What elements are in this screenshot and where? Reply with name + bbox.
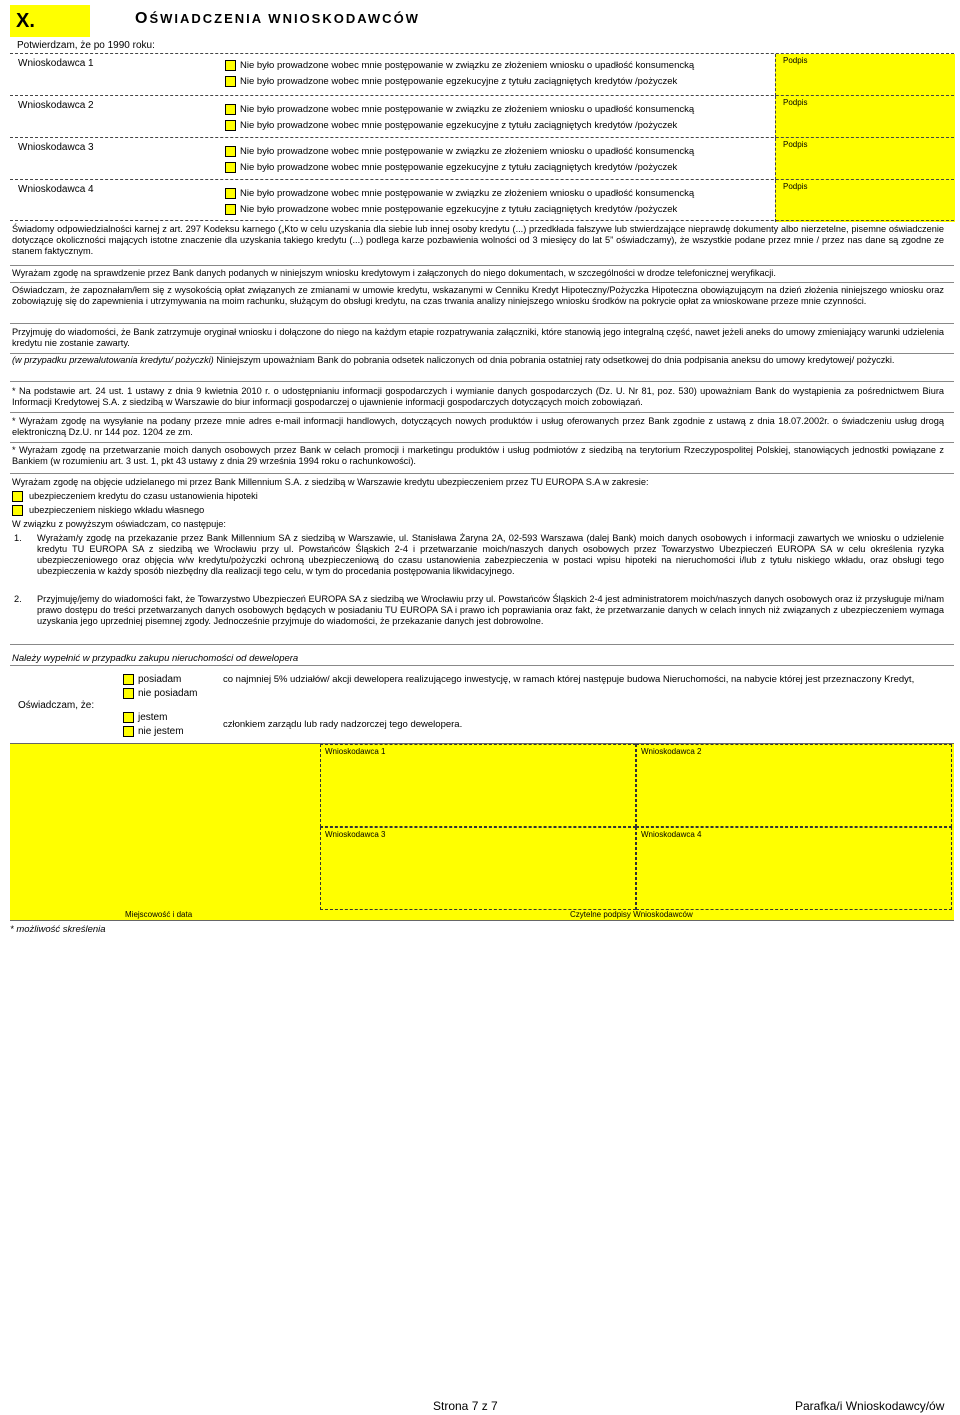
applicant-name: Wnioskodawca 1 [18, 58, 94, 69]
checkbox[interactable] [123, 688, 134, 699]
checkbox[interactable] [12, 491, 23, 502]
signature-box-label: Wnioskodawca 2 [641, 747, 702, 756]
signature-box-label: Wnioskodawca 3 [325, 830, 386, 839]
section-header [10, 5, 954, 37]
place-date-label: Miejscowość i data [125, 910, 193, 919]
section-number: X. [10, 5, 90, 37]
checkbox[interactable] [225, 60, 236, 71]
option-label: posiadam [138, 674, 182, 686]
divider [10, 265, 954, 266]
fees-paragraph: Oświadczam, że zapoznałam/łem się z wysokością opłat związanych ze zmianami w umowie kredytu, wskazanymi w Cenniku Kredyt Hipoteczny/Pożyczka Hipoteczna obowiązującym na dzień złożenia niniejszego wniosku oraz zobowiązuję się do zapewnienia i utrzymywania na moim rachunku, służącym do obsługi kredytu, na czas trwania analizy niniejszego wniosku środków na pokrycie opłat za wnioskowane przeze mnie czynności. [12, 285, 944, 306]
conversion-note: (w przypadku przewalutowania kredytu/ pożyczki) [12, 355, 214, 365]
divider [10, 412, 954, 413]
signature-box-4[interactable] [636, 827, 952, 910]
option-am-not [123, 726, 184, 737]
checkbox[interactable] [225, 146, 236, 157]
option-bankruptcy [225, 58, 694, 74]
currency-conversion-paragraph [12, 355, 944, 366]
bik-authorization-paragraph: * Na podstawie art. 24 ust. 1 ustawy z dnia 9 kwietnia 2010 r. o udostępnianiu informacji gospodarczych i wymianie danych gospodarczych (Dz. U. Nr 81, poz. 530) upoważniam Bank do wystąpienia za pośrednictwem Biura Informacji Kredytowej S.A. z siedzibą w Warszawie do biur informacji gospodarczej o ujawnienie informacji gospodarczych dotyczących moich zobowiązań. [12, 386, 944, 407]
board-description: członkiem zarządu lub rady nadzorczej tego dewelopera. [223, 719, 463, 730]
applicant-options [225, 58, 694, 90]
applicant-row-2 [10, 95, 954, 137]
option-label: ubezpieczeniem niskiego wkładu własnego [29, 505, 205, 515]
point-number: 2. [14, 594, 22, 604]
checkbox[interactable] [123, 726, 134, 737]
signature-field[interactable] [775, 138, 955, 180]
signature-box-label: Wnioskodawca 4 [641, 830, 702, 839]
applicant-row-1 [10, 53, 954, 95]
initials-label: Parafka/i Wnioskodawcy/ów [795, 1399, 945, 1413]
applicant-options [225, 102, 694, 134]
insurance-consent-paragraph: Wyrażam zgodę na objęcie udzielanego mi przez Bank Millennium S.A. z siedzibą w Warszawie kredytu ubezpieczeniem przez TU EUROPA S.A w zakresie: [12, 477, 649, 487]
checkbox[interactable] [225, 120, 236, 131]
checkbox[interactable] [123, 674, 134, 685]
signature-label: Podpis [783, 182, 808, 191]
applicant-name: Wnioskodawca 2 [18, 100, 94, 111]
signature-box-label: Wnioskodawca 1 [325, 747, 386, 756]
section-title-rest: ŚWIADCZENIA WNIOSKODAWCÓW [149, 11, 420, 26]
original-retention-paragraph: Przyjmuję do wiadomości, że Bank zatrzymuje oryginał wniosku i dołączone do niego na każdym etapie rozpatrywania załączniki, które stanowią jego integralną część, nawet jeżeli aneks do umowy zmieniający warunki udzielenia kredytu nie zostanie zawarty. [12, 327, 944, 348]
checkbox[interactable] [225, 204, 236, 215]
checkbox[interactable] [225, 188, 236, 199]
consequence-line: W związku z powyższym oświadczam, co następuje: [12, 519, 226, 529]
option-label: Nie było prowadzone wobec mnie postępowanie egzekucyjne z tytułu zaciągniętych kredytów /pożyczek [240, 162, 678, 173]
option-label: Nie było prowadzone wobec mnie postępowanie w związku ze złożeniem wniosku o upadłość konsumencką [240, 146, 695, 157]
signature-area [10, 743, 954, 920]
applicant-name: Wnioskodawca 3 [18, 142, 94, 153]
option-label: jestem [138, 712, 168, 724]
divider [10, 353, 954, 354]
section-title-initial: O [135, 10, 150, 27]
option-label: nie jestem [138, 726, 184, 738]
checkbox[interactable] [225, 76, 236, 87]
signature-label: Podpis [783, 56, 808, 65]
insurance-option-low-deposit [12, 505, 204, 516]
divider [10, 920, 954, 921]
since-1990-label: Potwierdzam, że po 1990 roku: [17, 40, 155, 51]
email-consent-paragraph: * Wyrażam zgodę na wysyłanie na podany przeze mnie adres e-mail informacji handlowych, dotyczących nowych produktów i usług oferowanych przez Bank zgodnie z ustawą z dnia 18.07.2002r. o świadczeniu usług drogą elektroniczną Dz.U. nr 144 poz. 1204 ze zm. [12, 416, 944, 437]
point-text: Wyrażam/y zgodę na przekazanie przez Bank Millennium SA z siedzibą w Warszawie, ul. Stanisława Żaryna 2A, 02-593 Warszawa (dalej Bank) moich danych osobowych i informacji zawartych we wniosku o udzielenie kredytu TU EUROPA SA z siedzibą we Wrocławiu przy ul. Powstańców Śląskich 2-4 i przetwarzanie moich/naszych danych osobowych przez Towarzystwo Ubezpieczeń EUROPA SA w celu określenia ryzyka ubezpieczeniowego oraz objęcia w/w kredytu/pożyczki ochroną ubezpieczeniową do czasu ustanowienia zabezpieczenia w postaci wpisu hipoteki na nieruchomości i/lub z tytułu niskiego wkładu, oraz obsługi tego ubezpieczenia w każdy sposób niezbędny dla realizacji tego celu, w tym do procedania postępowania likwidacyjnego. [37, 533, 944, 576]
signature-box-2[interactable] [636, 744, 952, 827]
marketing-consent-paragraph: * Wyrażam zgodę na przetwarzanie moich danych osobowych przez Bank w celach promocji i marketingu produktów i usług podmiotów z siedzibą na terytorium Rzeczypospolitej Polskiej, stanowiących jednostki powiązane z Bankiem (w rozumieniu art. 3 ust. 1, pkt 43 ustawy z dnia 29 września 1994 roku o rachunkowości). [12, 445, 944, 466]
signature-field[interactable] [775, 96, 955, 138]
option-label: Nie było prowadzone wobec mnie postępowanie w związku ze złożeniem wniosku o upadłość konsumencką [240, 104, 695, 115]
option-enforcement [225, 202, 694, 218]
checkbox[interactable] [225, 104, 236, 115]
option-bankruptcy [225, 144, 694, 160]
strike-out-note: * możliwość skreślenia [10, 924, 106, 935]
signature-box-1[interactable] [320, 744, 636, 827]
developer-declare-label: Oświadczam, że: [18, 700, 95, 711]
developer-section [10, 665, 954, 743]
option-have-not [123, 688, 197, 699]
applicant-options [225, 144, 694, 176]
signature-field[interactable] [775, 54, 955, 96]
option-label: Nie było prowadzone wobec mnie postępowanie egzekucyjne z tytułu zaciągniętych kredytów /pożyczek [240, 76, 678, 87]
developer-note: Należy wypełnić w przypadku zakupu nieruchomości od dewelopera [12, 653, 299, 664]
signature-field[interactable] [775, 180, 955, 222]
applicant-options [225, 186, 694, 218]
option-label: Nie było prowadzone wobec mnie postępowanie egzekucyjne z tytułu zaciągniętych kredytów /pożyczek [240, 120, 678, 131]
signature-label: Podpis [783, 140, 808, 149]
applicant-name: Wnioskodawca 4 [18, 184, 94, 195]
checkbox[interactable] [12, 505, 23, 516]
shares-description: co najmniej 5% udziałów/ akcji dewelopera realizującego inwestycję, w ramach której następuje budowa Nieruchomości, na nabycie której jest przeznaczony Kredyt, [223, 674, 915, 685]
option-enforcement [225, 74, 694, 90]
checkbox[interactable] [225, 162, 236, 173]
divider [10, 644, 954, 645]
section-title [135, 10, 420, 28]
option-enforcement [225, 160, 694, 176]
point-text: Przyjmuję/jemy do wiadomości fakt, że Towarzystwo Ubezpieczeń EUROPA SA z siedzibą we Wrocławiu przy ul. Powstańców Śląskich 2-4 jest administratorem moich/naszych danych osobowych oraz iż przysługuje mi/nam prawo dostępu do treści przetwarzanych danych osobowych będących w posiadaniu TU EUROPA SA i prawo ich poprawiania oraz fakt, że przetwarzanie danych w celach innych niż związanych z ubezpieczeniem wymaga uzyskania jego uprzedniej pisemnej zgody. Jednocześnie przyjmuje do wiadomości, że przekazanie danych jest dobrowolne. [37, 594, 944, 626]
checkbox[interactable] [123, 712, 134, 723]
signature-label: Podpis [783, 98, 808, 107]
divider [10, 220, 954, 221]
divider [10, 473, 954, 474]
legible-signatures-label: Czytelne podpisy Wnioskodawców [570, 910, 693, 919]
criminal-liability-paragraph: Świadomy odpowiedzialności karnej z art. 297 Kodeksu karnego („Kto w celu uzyskania dla siebie lub innej osoby kredytu (...) przedkłada fałszywe lub stwierdzające nieprawdę dokumenty albo nierzetelne, pisemne oświadczenie dotyczące okoliczności mających istotne znaczenie dla uzyskania takiego kredytu (...) podlega karze pozbawienia wolności od 3 miesięcy do lat 5” oświadczamy), że wszystkie podane przez mnie / przez nas dane są zgodne ze stanem faktycznym. [12, 224, 944, 256]
divider [10, 323, 954, 324]
verification-consent-paragraph: Wyrażam zgodę na sprawdzenie przez Bank danych podanych w niniejszym wniosku kredytowym i załączonych do niego dokumentach, w szczególności w drodze telefonicznej weryfikacji. [12, 268, 776, 278]
applicant-row-4 [10, 179, 954, 221]
divider [10, 442, 954, 443]
option-bankruptcy [225, 102, 694, 118]
point-number: 1. [14, 533, 22, 543]
option-label: ubezpieczeniem kredytu do czasu ustanowienia hipoteki [29, 491, 258, 501]
option-label: Nie było prowadzone wobec mnie postępowanie egzekucyjne z tytułu zaciągniętych kredytów /pożyczek [240, 204, 678, 215]
divider [10, 282, 954, 283]
divider [10, 381, 954, 382]
applicant-row-3 [10, 137, 954, 179]
option-label: nie posiadam [138, 688, 198, 700]
option-label: Nie było prowadzone wobec mnie postępowanie w związku ze złożeniem wniosku o upadłość konsumencką [240, 60, 695, 71]
signature-box-3[interactable] [320, 827, 636, 910]
option-am [123, 712, 167, 723]
conversion-text: Niniejszym upoważniam Bank do pobrania odsetek naliczonych od dnia pobrania ostatniej raty odsetkowej do dnia podpisania aneksu do umowy kredytowej/ pożyczki. [213, 355, 895, 365]
option-label: Nie było prowadzone wobec mnie postępowanie w związku ze złożeniem wniosku o upadłość konsumencką [240, 188, 695, 199]
option-have [123, 674, 181, 685]
option-bankruptcy [225, 186, 694, 202]
page-number: Strona 7 z 7 [433, 1399, 498, 1413]
option-enforcement [225, 118, 694, 134]
insurance-option-mortgage [12, 491, 258, 502]
